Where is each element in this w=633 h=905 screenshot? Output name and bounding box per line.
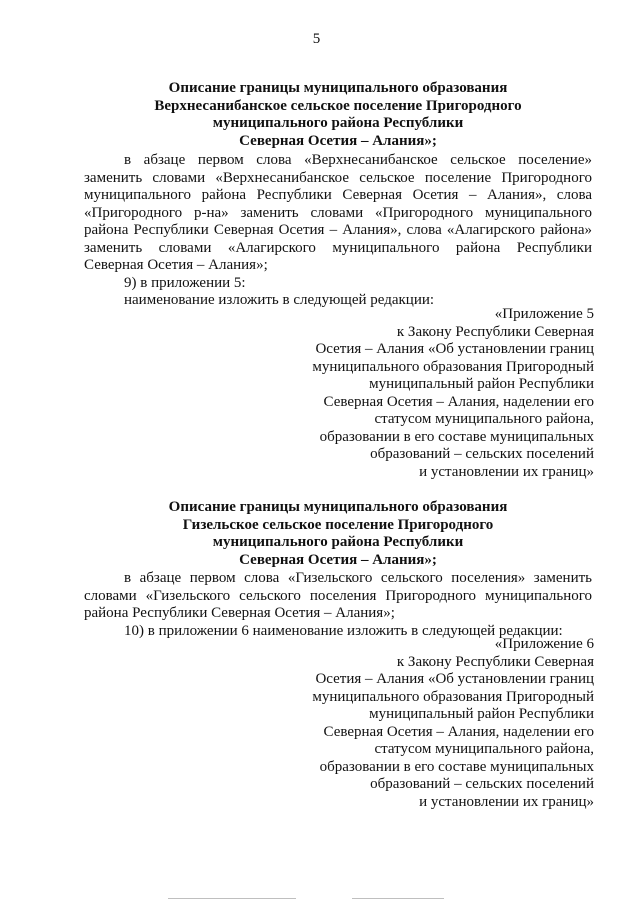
- heading-line: Северная Осетия – Алания»;: [239, 551, 437, 568]
- heading-line: Описание границы муниципального образования: [168, 80, 508, 96]
- body-line: 10) в приложении 6 наименование изложить в следующей редакции:: [124, 622, 563, 639]
- body-line: Северная Осетия – Алания»;: [84, 257, 268, 273]
- heading-line: Верхнесанибанское сельское поселение Пригородного: [154, 97, 522, 114]
- scan-artifact-line: [168, 898, 296, 899]
- appendix-line: Осетия – Алания «Об установлении границ: [315, 341, 594, 357]
- appendix6-title-block: [294, 636, 594, 811]
- body-line: муниципального района Республики Северная Осетия – Алания», слова: [84, 187, 592, 203]
- appendix-line: муниципальный район Республики: [369, 376, 594, 392]
- appendix-line: «Приложение 6: [494, 636, 594, 652]
- appendix-line: образовании в его составе муниципальных: [319, 428, 594, 445]
- appendix-line: образовании в его составе муниципальных: [319, 758, 594, 775]
- appendix-line: Осетия – Алания «Об установлении границ: [315, 671, 594, 687]
- appendix-line: статусом муниципального района,: [374, 411, 594, 427]
- heading-line: Гизельское сельское поселение Пригородного: [182, 516, 494, 533]
- appendix-line: и установлении их границ»: [419, 463, 594, 480]
- body-line: заменить словами «Алагирского муниципального района Республики: [84, 239, 592, 256]
- appendix-line: образований – сельских поселений: [370, 446, 594, 462]
- section1-body: [84, 152, 592, 310]
- body-line: в абзаце первом слова «Гизельского сельского поселения» заменить: [124, 570, 592, 586]
- appendix5-title-block: [294, 306, 594, 481]
- body-line: района Республики Северная Осетия – Алания»;: [84, 605, 395, 621]
- appendix-line: образований – сельских поселений: [370, 776, 594, 792]
- appendix-line: к Закону Республики Северная: [396, 323, 594, 340]
- heading-line: муниципального района Республики: [212, 534, 464, 550]
- body-line: наименование изложить в следующей редакции:: [124, 292, 435, 308]
- appendix-line: муниципального образования Пригородный: [312, 358, 594, 375]
- appendix-line: муниципального образования Пригородный: [312, 688, 594, 705]
- section1-heading: [88, 80, 588, 150]
- scan-artifact-line: [352, 898, 444, 899]
- page-number: 5: [312, 31, 321, 47]
- body-line: заменить словами «Верхнесанибанское сельское поселение Пригородного: [84, 169, 592, 186]
- appendix-line: Северная Осетия – Алания, наделении его: [323, 393, 594, 410]
- appendix-line: муниципальный район Республики: [369, 706, 594, 722]
- heading-line: муниципального района Республики: [212, 115, 464, 131]
- section2-body: [84, 570, 592, 640]
- appendix-line: к Закону Республики Северная: [396, 653, 594, 670]
- appendix-line: Северная Осетия – Алания, наделении его: [323, 723, 594, 740]
- appendix-line: и установлении их границ»: [419, 793, 594, 810]
- appendix-line: «Приложение 5: [494, 306, 594, 322]
- body-line: района Республики Северная Осетия – Алания», слова «Алагирского района»: [84, 222, 592, 238]
- appendix-line: статусом муниципального района,: [374, 741, 594, 757]
- heading-line: Северная Осетия – Алания»;: [239, 132, 437, 149]
- body-line: «Пригородного р-на» заменить словами «Пригородного муниципального: [84, 204, 592, 221]
- body-line: 9) в приложении 5:: [124, 274, 246, 291]
- heading-line: Описание границы муниципального образования: [168, 499, 508, 515]
- body-line: в абзаце первом слова «Верхнесанибанское сельское поселение»: [124, 152, 592, 168]
- body-line: словами «Гизельского сельского поселения Пригородного муниципального: [84, 587, 592, 604]
- section2-heading: [88, 499, 588, 569]
